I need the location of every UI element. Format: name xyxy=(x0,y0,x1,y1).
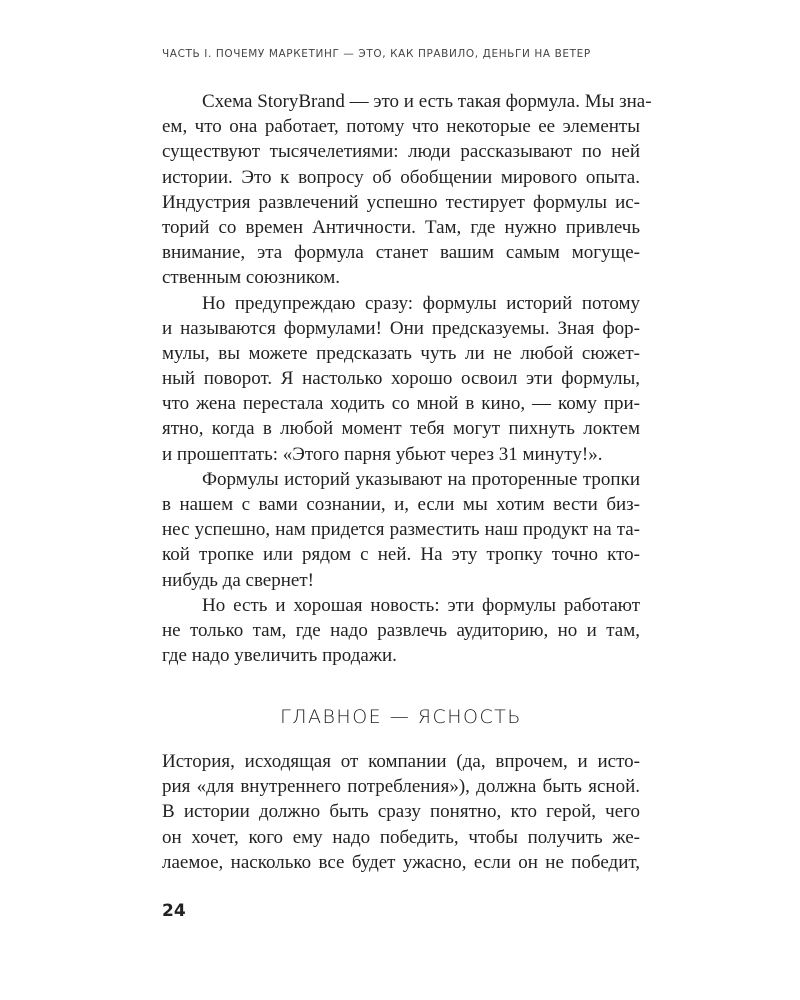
text-line: ятно, когда в любой момент тебя могут пихнуть локтем xyxy=(162,418,640,440)
text-line: что жена перестала ходить со мной в кино, — кому при- xyxy=(162,393,640,415)
paragraph xyxy=(162,89,652,291)
text-line: ем, что она работает, потому что некоторые ее элементы xyxy=(162,116,640,138)
page-number: 24 xyxy=(162,901,186,921)
text-line: нибудь да свернет! xyxy=(162,569,314,591)
paragraph xyxy=(162,467,640,593)
text-line: ный поворот. Я настолько хорошо освоил эти формулы, xyxy=(162,368,640,390)
body-text-before-heading xyxy=(162,89,652,668)
text-line: Формулы историй указывают на проторенные тропки xyxy=(202,468,640,490)
text-line: он хочет, кого ему надо победить, чтобы получить же- xyxy=(162,826,640,848)
paragraph xyxy=(162,593,640,669)
text-line: и называются формулами! Они предсказуемы. Зная фор- xyxy=(162,317,640,339)
text-line: не только там, где надо развлечь аудиторию, но и там, xyxy=(162,619,640,641)
text-line: и прошептать: «Этого парня убьют через 31 минуту!». xyxy=(162,443,603,465)
text-line: Схема StoryBrand — это и есть такая формула. Мы зна- xyxy=(202,91,652,112)
text-line: кой тропке или рядом с ней. На эту тропку точно кто- xyxy=(162,544,640,566)
text-line: Индустрия развлечений успешно тестирует формулы ис- xyxy=(162,191,640,213)
text-line: лаемое, насколько все будет ужасно, если он не победит, xyxy=(162,851,640,873)
text-line: Но предупреждаю сразу: формулы историй потому xyxy=(202,292,640,314)
text-line: нес успешно, нам придется разместить наш продукт на та- xyxy=(162,519,640,541)
text-line: Но есть и хорошая новость: эти формулы работают xyxy=(202,594,640,616)
section-heading: ГЛАВНОЕ — ЯСНОСТЬ xyxy=(280,706,522,728)
text-line: внимание, эта формула станет вашим самым могуще- xyxy=(162,242,640,264)
text-line: ственным союзником. xyxy=(162,267,341,289)
text-line: существуют тысячелетиями: люди рассказывают по ней xyxy=(162,141,640,163)
text-line: рия «для внутреннего потребления»), должна быть ясной. xyxy=(162,776,640,798)
text-line: История, исходящая от компании (да, впрочем, и исто- xyxy=(162,751,640,772)
text-line: мулы, вы можете предсказать чуть ли не любой сюжет- xyxy=(162,342,640,364)
running-head: ЧАСТЬ I. ПОЧЕМУ МАРКЕТИНГ — ЭТО, КАК ПРАВИЛО, ДЕНЬГИ НА ВЕТЕР xyxy=(162,48,591,60)
text-line: где надо увеличить продажи. xyxy=(162,645,397,667)
paragraph xyxy=(162,749,640,875)
body-text-after-heading xyxy=(162,749,640,875)
text-line: торий со времен Античности. Там, где нужно привлечь xyxy=(162,216,640,238)
text-line: В истории должно быть сразу понятно, кто герой, чего xyxy=(162,801,640,823)
text-line: истории. Это к вопросу об обобщении мирового опыта. xyxy=(162,166,640,188)
text-line: в нашем с вами сознании, и, если мы хотим вести биз- xyxy=(162,494,640,515)
paragraph xyxy=(162,291,640,467)
